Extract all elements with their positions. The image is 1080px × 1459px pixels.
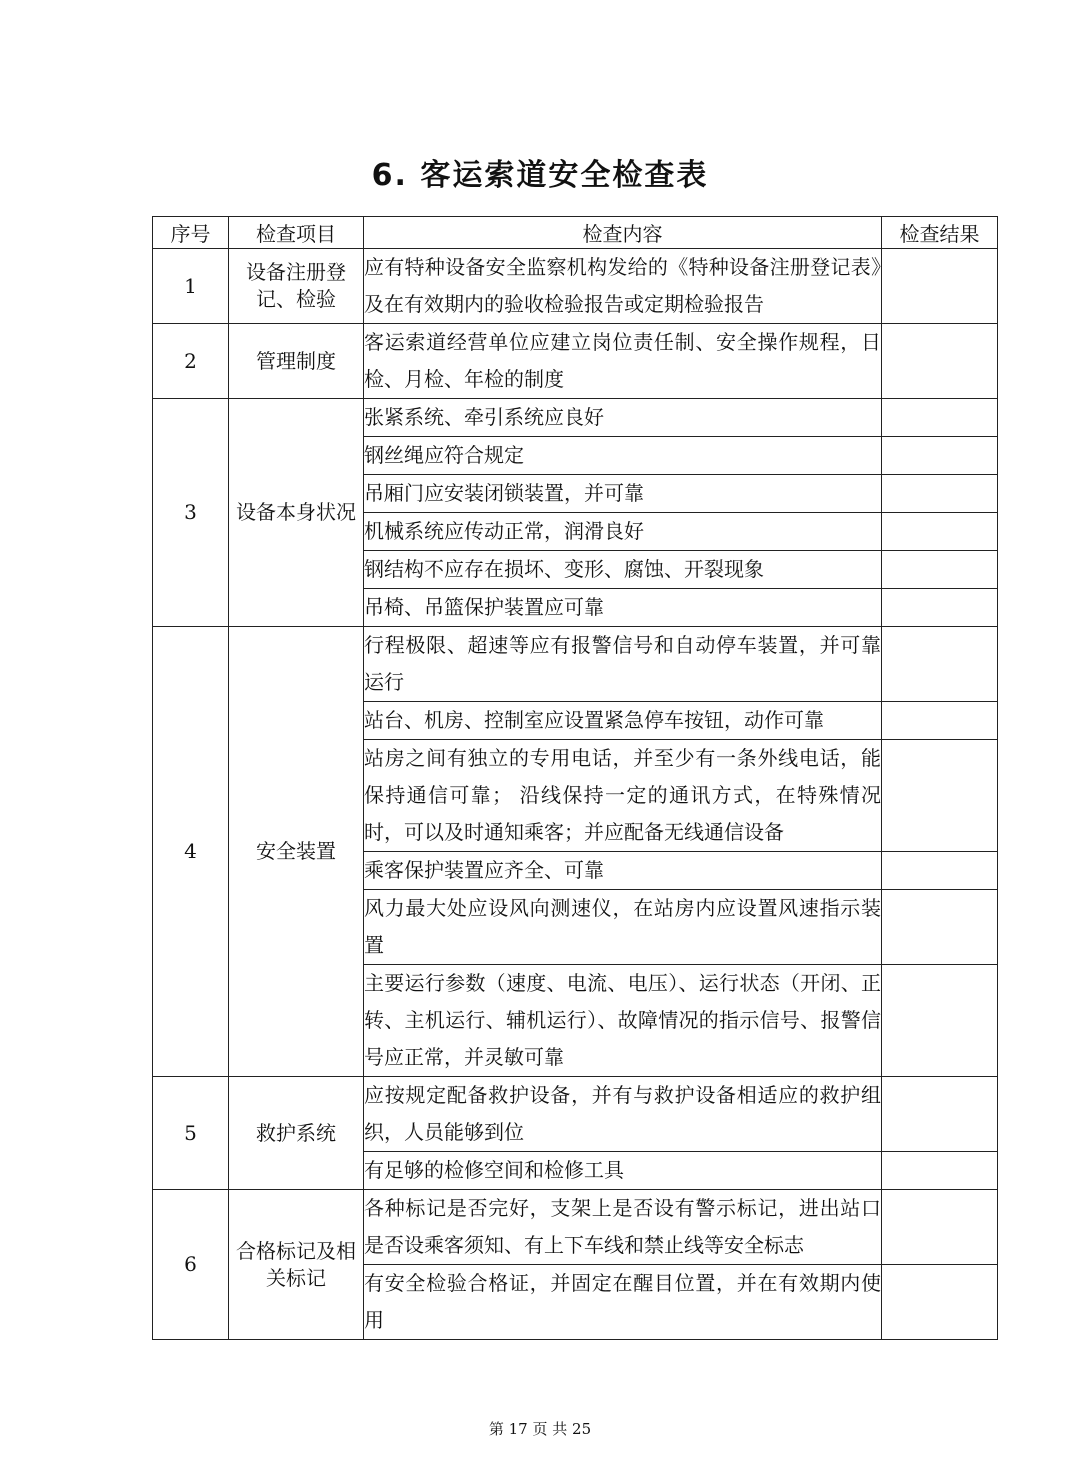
table-header-row: [153, 217, 998, 249]
result-cell[interactable]: [882, 399, 998, 437]
result-cell[interactable]: [882, 890, 998, 965]
header-item: 检查项目: [229, 217, 364, 249]
inspection-table: [152, 216, 998, 1340]
inspection-item: 设备注册登记、检验: [229, 249, 364, 324]
inspection-content: 机械系统应传动正常，润滑良好: [364, 513, 882, 551]
result-cell[interactable]: [882, 1265, 998, 1340]
result-cell[interactable]: [882, 475, 998, 513]
inspection-item: 管理制度: [229, 324, 364, 399]
result-cell[interactable]: [882, 589, 998, 627]
inspection-content: 钢丝绳应符合规定: [364, 437, 882, 475]
inspection-item: 安全装置: [229, 627, 364, 1077]
inspection-item: 合格标记及相关标记: [229, 1190, 364, 1340]
inspection-content: 各种标记是否完好，支架上是否设有警示标记，进出站口是否设乘客须知、有上下车线和禁止线等安全标志: [364, 1190, 882, 1265]
row-number: 5: [153, 1077, 229, 1190]
inspection-content: 应按规定配备救护设备，并有与救护设备相适应的救护组织，人员能够到位: [364, 1077, 882, 1152]
result-cell[interactable]: [882, 965, 998, 1077]
result-cell[interactable]: [882, 249, 998, 324]
inspection-content: 吊椅、吊篮保护装置应可靠: [364, 589, 882, 627]
table-row: [153, 324, 998, 399]
row-number: 1: [153, 249, 229, 324]
inspection-content: 应有特种设备安全监察机构发给的《特种设备注册登记表》及在有效期内的验收检验报告或定期检验报告: [364, 249, 882, 324]
result-cell[interactable]: [882, 740, 998, 852]
result-cell[interactable]: [882, 513, 998, 551]
result-cell[interactable]: [882, 324, 998, 399]
inspection-content: 有安全检验合格证，并固定在醒目位置，并在有效期内使用: [364, 1265, 882, 1340]
table-row: [153, 399, 998, 437]
result-cell[interactable]: [882, 852, 998, 890]
row-number: 3: [153, 399, 229, 627]
result-cell[interactable]: [882, 702, 998, 740]
header-content: 检查内容: [364, 217, 882, 249]
result-cell[interactable]: [882, 1190, 998, 1265]
inspection-content: 行程极限、超速等应有报警信号和自动停车装置，并可靠运行: [364, 627, 882, 702]
result-cell[interactable]: [882, 551, 998, 589]
inspection-item: 设备本身状况: [229, 399, 364, 627]
result-cell[interactable]: [882, 437, 998, 475]
row-number: 6: [153, 1190, 229, 1340]
inspection-content: 风力最大处应设风向测速仪，在站房内应设置风速指示装置: [364, 890, 882, 965]
inspection-content: 张紧系统、牵引系统应良好: [364, 399, 882, 437]
page-title: 6. 客运索道安全检查表: [371, 158, 709, 193]
table-body: [153, 249, 998, 1340]
result-cell[interactable]: [882, 1077, 998, 1152]
result-cell[interactable]: [882, 627, 998, 702]
row-number: 4: [153, 627, 229, 1077]
inspection-content: 有足够的检修空间和检修工具: [364, 1152, 882, 1190]
header-no: 序号: [153, 217, 229, 249]
result-cell[interactable]: [882, 1152, 998, 1190]
table-row: [153, 627, 998, 702]
inspection-content: 乘客保护装置应齐全、可靠: [364, 852, 882, 890]
inspection-content: 客运索道经营单位应建立岗位责任制、安全操作规程，日检、月检、年检的制度: [364, 324, 882, 399]
table-row: [153, 249, 998, 324]
table-row: [153, 1190, 998, 1265]
inspection-content: 站房之间有独立的专用电话，并至少有一条外线电话，能保持通信可靠； 沿线保持一定的通讯方式，在特殊情况时，可以及时通知乘客；并应配备无线通信设备: [364, 740, 882, 852]
inspection-content: 主要运行参数（速度、电流、电压）、运行状态（开闭、正转、主机运行、辅机运行）、故障情况的指示信号、报警信号应正常，并灵敏可靠: [364, 965, 882, 1077]
header-result: 检查结果: [882, 217, 998, 249]
inspection-content: 吊厢门应安装闭锁装置，并可靠: [364, 475, 882, 513]
inspection-content: 钢结构不应存在损坏、变形、腐蚀、开裂现象: [364, 551, 882, 589]
inspection-content: 站台、机房、控制室应设置紧急停车按钮，动作可靠: [364, 702, 882, 740]
table-row: [153, 1077, 998, 1152]
row-number: 2: [153, 324, 229, 399]
inspection-item: 救护系统: [229, 1077, 364, 1190]
page-footer: 第 17 页 共 25: [488, 1420, 592, 1438]
